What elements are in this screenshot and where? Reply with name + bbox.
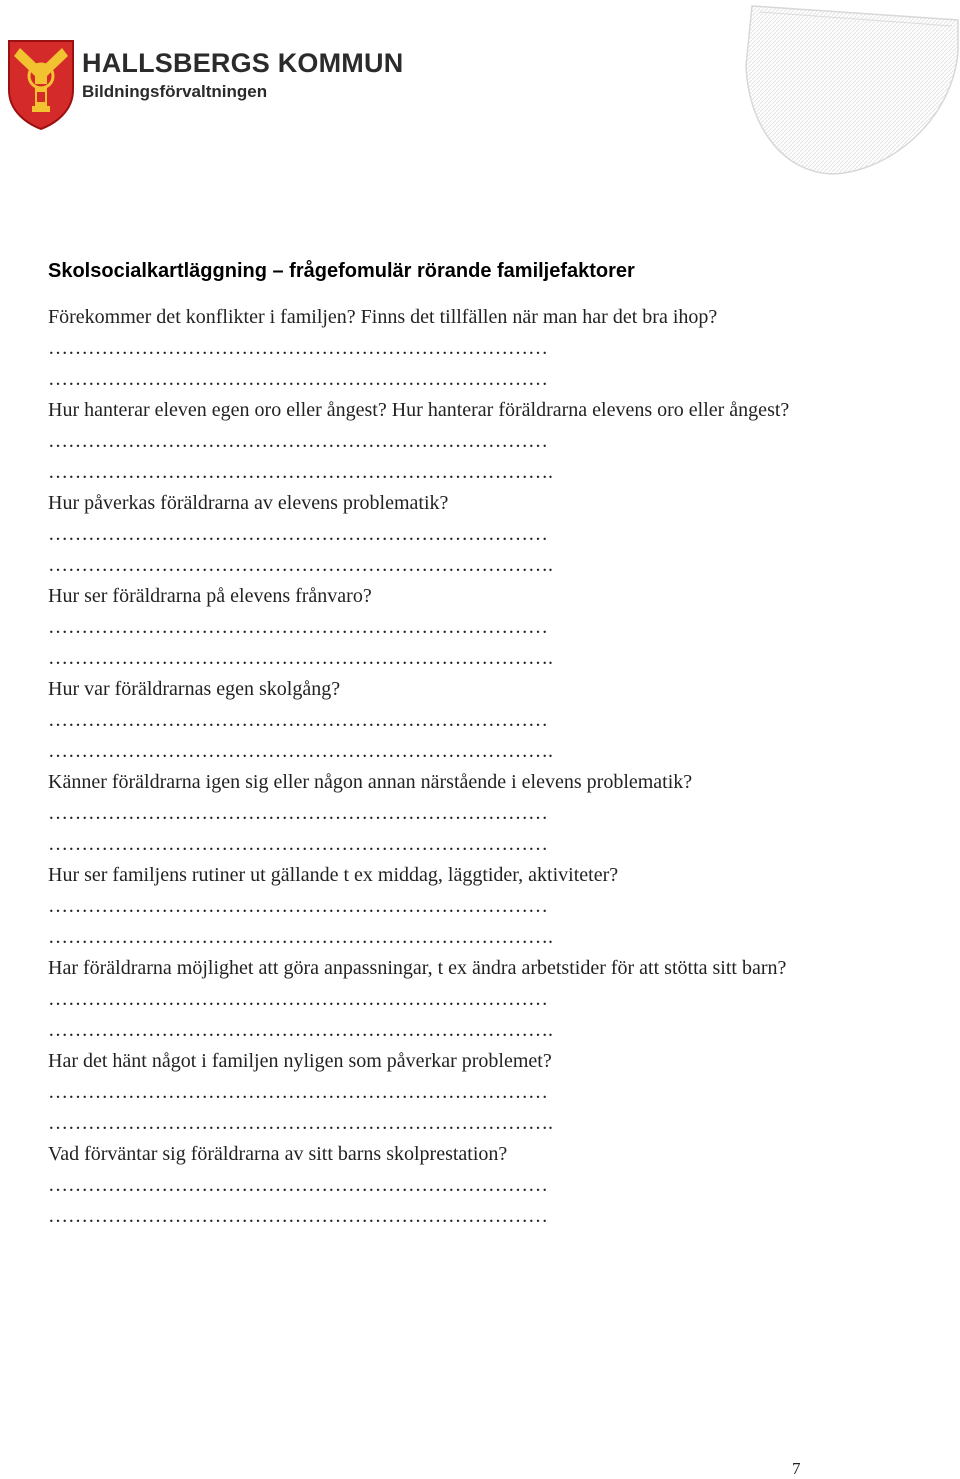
- answer-line[interactable]: …………………………………………………………………: [48, 833, 548, 855]
- answer-line[interactable]: …………………………………………………………………: [48, 430, 548, 452]
- question-block: [48, 395, 818, 488]
- answer-line[interactable]: …………………………………………………………………: [48, 337, 548, 359]
- question-text: Hur påverkas föräldrarna av elevens problematik?: [48, 492, 449, 514]
- question-block: [48, 302, 818, 395]
- question-text: Hur var föräldrarnas egen skolgång?: [48, 678, 341, 700]
- answer-line[interactable]: ………………………………………………………………….: [48, 1019, 553, 1041]
- question-block: [48, 488, 818, 581]
- answer-line[interactable]: …………………………………………………………………: [48, 709, 548, 731]
- answer-line[interactable]: …………………………………………………………………: [48, 523, 548, 545]
- decorative-watermark-icon: [740, 0, 960, 180]
- answer-line[interactable]: ………………………………………………………………….: [48, 461, 553, 483]
- question-block: [48, 767, 818, 860]
- answer-line[interactable]: …………………………………………………………………: [48, 988, 548, 1010]
- organization-name: HALLSBERGS KOMMUN: [82, 48, 404, 78]
- answer-line[interactable]: …………………………………………………………………: [48, 802, 548, 824]
- answer-line[interactable]: ………………………………………………………………….: [48, 1112, 553, 1134]
- answer-line[interactable]: …………………………………………………………………: [48, 1081, 548, 1103]
- answer-line[interactable]: …………………………………………………………………: [48, 616, 548, 638]
- questionnaire: [48, 302, 818, 1232]
- question-text: Känner föräldrarna igen sig eller någon annan närstående i elevens problematik?: [48, 771, 693, 793]
- question-block: [48, 1139, 818, 1232]
- question-block: [48, 953, 818, 1046]
- coat-of-arms-icon: [6, 38, 76, 132]
- question-text: Hur ser familjens rutiner ut gällande t ex middag, läggtider, aktiviteter?: [48, 864, 619, 886]
- question-text: Hur hanterar eleven egen oro eller ångest? Hur hanterar föräldrarna elevens oro eller ångest?: [48, 399, 790, 421]
- department-name: Bildningsförvaltningen: [82, 82, 268, 101]
- question-block: [48, 860, 818, 953]
- question-text: Har föräldrarna möjlighet att göra anpassningar, t ex ändra arbetstider för att stötta sitt barn?: [48, 957, 787, 979]
- answer-line[interactable]: …………………………………………………………………: [48, 1174, 548, 1196]
- question-block: [48, 674, 818, 767]
- answer-line[interactable]: ………………………………………………………………….: [48, 647, 553, 669]
- question-text: Hur ser föräldrarna på elevens frånvaro?: [48, 585, 372, 607]
- document-title: Skolsocialkartläggning – frågefomulär rörande familjefaktorer: [48, 260, 635, 282]
- question-text: Vad förväntar sig föräldrarna av sitt barns skolprestation?: [48, 1143, 508, 1165]
- answer-line[interactable]: ………………………………………………………………….: [48, 554, 553, 576]
- question-block: [48, 1046, 818, 1139]
- answer-line[interactable]: …………………………………………………………………: [48, 1205, 548, 1227]
- question-block: [48, 581, 818, 674]
- organization-header: [82, 48, 403, 103]
- answer-line[interactable]: …………………………………………………………………: [48, 895, 548, 917]
- answer-line[interactable]: ………………………………………………………………….: [48, 926, 553, 948]
- page-number: 7: [792, 1459, 801, 1478]
- answer-line[interactable]: …………………………………………………………………: [48, 368, 548, 390]
- question-text: Har det hänt något i familjen nyligen som påverkar problemet?: [48, 1050, 552, 1072]
- answer-line[interactable]: ………………………………………………………………….: [48, 740, 553, 762]
- question-text: Förekommer det konflikter i familjen? Finns det tillfällen när man har det bra ihop?: [48, 306, 718, 328]
